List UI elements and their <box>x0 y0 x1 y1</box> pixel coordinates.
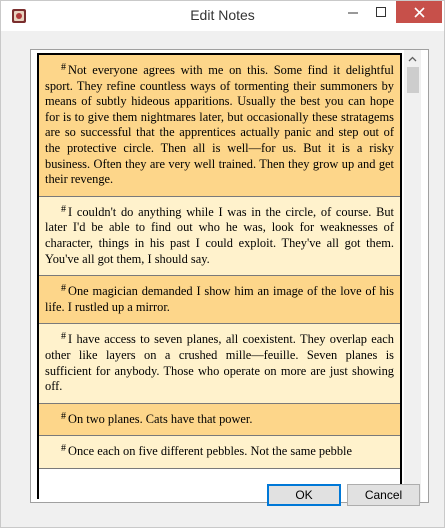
note-text: I have access to seven planes, all coexistent. They overlap each other like layers on a crushed mille—feuille. Seven planes is sufficient for anybody. Those who operate on more are just showing off. <box>45 332 394 394</box>
note-text: One magician demanded I show him an image of the love of his life. I rustled up a mirror. <box>45 284 394 314</box>
note-entry[interactable] <box>39 404 400 437</box>
note-text: I couldn't do anything while I was in the circle, of course. But later I'd be able to find out who he was, look for weaknesses of character, things in his past I could exploit. They've all got them. You've all got them, I should say. <box>45 204 394 266</box>
note-entry[interactable] <box>39 55 400 197</box>
minimize-icon <box>348 7 358 17</box>
close-icon <box>414 7 425 18</box>
notes-editor[interactable] <box>30 49 429 503</box>
dialog-client-area <box>8 31 437 521</box>
close-button[interactable] <box>396 1 442 23</box>
note-marker: # <box>61 443 66 455</box>
notes-list[interactable] <box>37 53 402 499</box>
note-marker: # <box>61 410 66 422</box>
maximize-button[interactable] <box>367 1 395 23</box>
note-text: On two planes. Cats have that power. <box>68 411 253 426</box>
scroll-up-button[interactable] <box>404 50 421 67</box>
maximize-icon <box>376 7 386 17</box>
ok-button[interactable]: OK <box>267 484 341 506</box>
chevron-up-icon <box>408 56 417 62</box>
note-marker: # <box>61 203 66 215</box>
minimize-button[interactable] <box>339 1 367 23</box>
note-text: Not everyone agrees with me on this. Some find it delightful sport. They refine countless ways of tormenting their summoners by means of subtly hideous apparitions. Usually the best you can hope for is to give them nightmares later, but occasionally these stratagems are so successful that the apprentices actually panic and step out of the protective circle. Then all is well—for us. But it is a risky business. Often they are very well trained. Then they grow up and get their revenge. <box>45 63 394 187</box>
vertical-scrollbar[interactable] <box>404 50 421 502</box>
note-text: Once each on five different pebbles. Not the same pebble <box>68 444 352 459</box>
window-title: Edit Notes <box>190 7 255 23</box>
cancel-button[interactable]: Cancel <box>347 484 420 506</box>
note-entry[interactable] <box>39 276 400 324</box>
scroll-thumb[interactable] <box>407 67 419 93</box>
note-marker: # <box>61 331 66 343</box>
note-entry[interactable] <box>39 197 400 276</box>
note-entry[interactable] <box>39 324 400 403</box>
note-marker: # <box>61 283 66 295</box>
note-marker: # <box>61 62 66 73</box>
title-bar[interactable] <box>1 1 444 31</box>
note-entry[interactable] <box>39 436 400 469</box>
